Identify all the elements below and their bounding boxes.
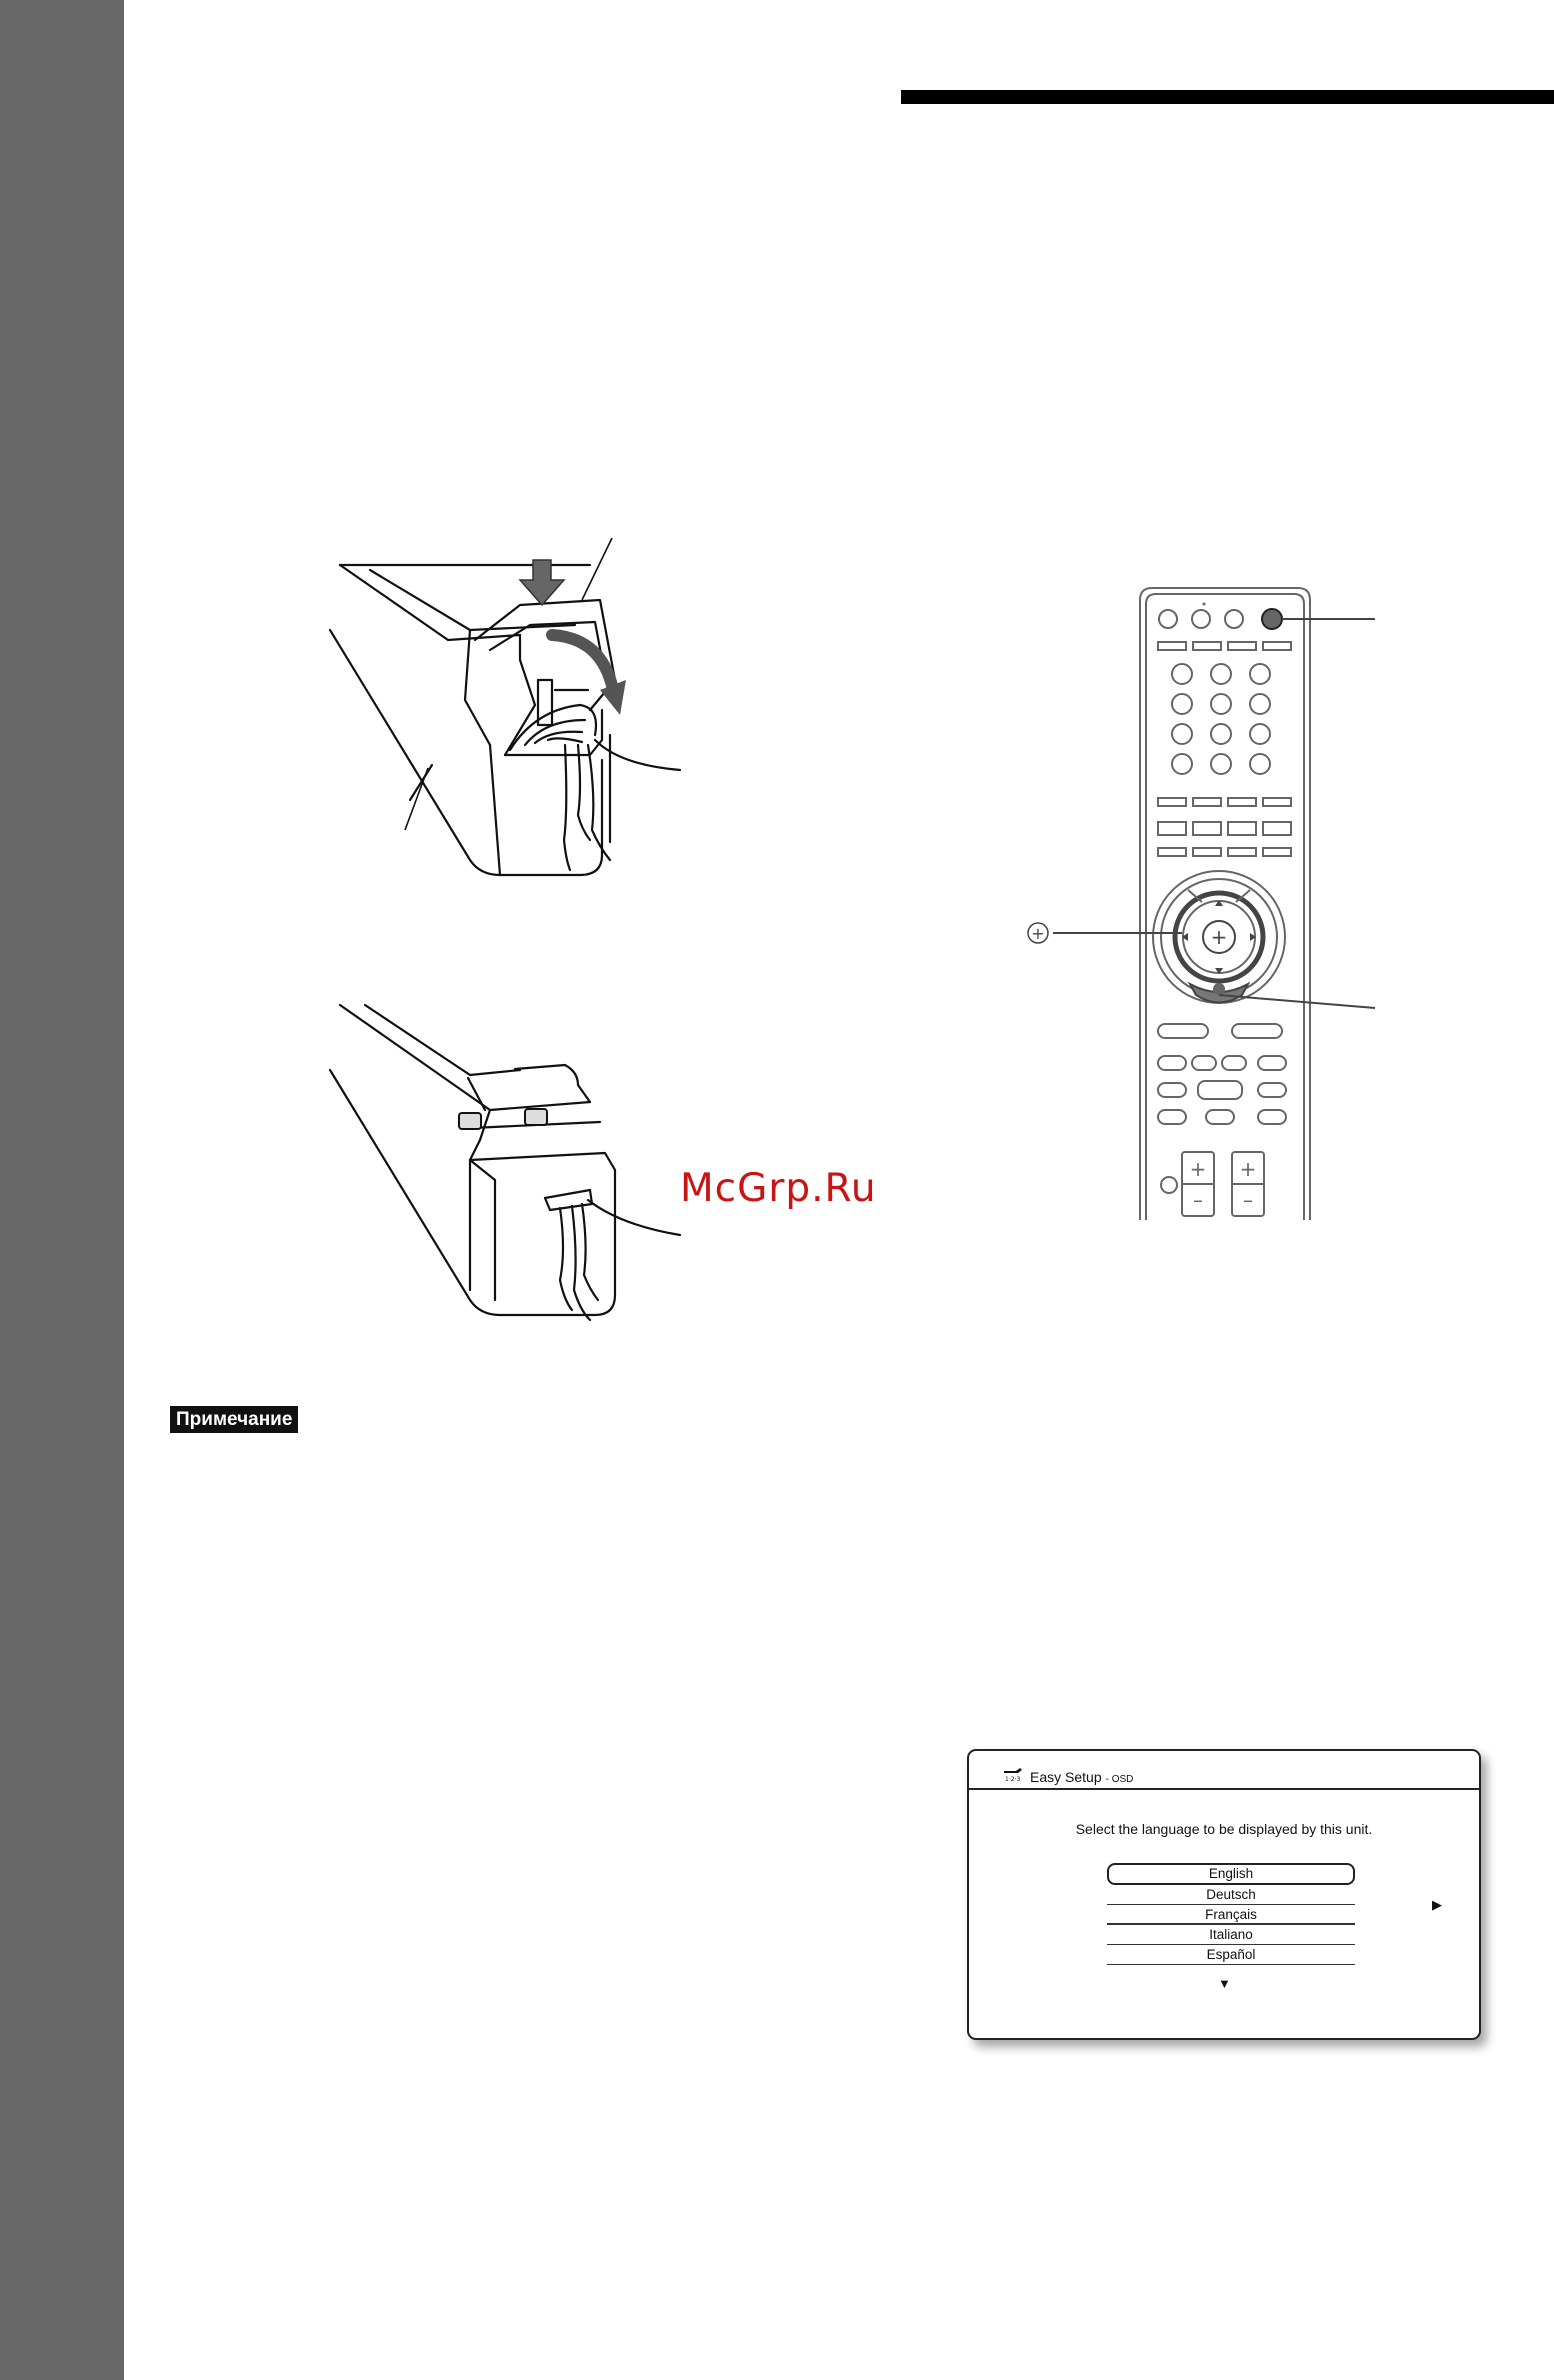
osd-easy-setup-screen [967, 1749, 1481, 2040]
remote-volume-plus: + [1189, 1157, 1207, 1181]
language-option-english[interactable]: English [1107, 1863, 1355, 1885]
osd-subtitle: - OSD [1105, 1774, 1134, 1785]
remote-control-illustration [1010, 580, 1410, 1220]
setup-tool-icon-caption: 1·2·3 [1005, 1776, 1021, 1782]
language-option-deutsch[interactable]: Deutsch [1107, 1885, 1355, 1905]
language-option-francais[interactable]: Français [1107, 1905, 1355, 1925]
remote-power-button [1262, 609, 1282, 629]
watermark: McGrp.Ru [680, 1166, 877, 1211]
osd-title: Easy Setup [1030, 1769, 1102, 1785]
speaker-cover-closed-illustration [320, 990, 700, 1360]
section-tab-bar [0, 0, 124, 2380]
language-option-espanol[interactable]: Español [1107, 1945, 1355, 1965]
remote-enter-plus: + [1210, 925, 1228, 949]
heading-rule [901, 90, 1554, 104]
remote-channel-minus: – [1243, 1188, 1253, 1212]
osd-prompt: Select the language to be displayed by this unit. [1075, 1821, 1373, 1837]
speaker-cover-open-illustration [320, 530, 700, 920]
scroll-down-arrow-icon[interactable]: ▼ [1218, 1976, 1231, 1991]
osd-title-row [1002, 1766, 1133, 1785]
osd-header-divider [969, 1788, 1479, 1790]
remote-volume-minus: – [1193, 1188, 1203, 1212]
remote-channel-plus: + [1239, 1157, 1257, 1181]
setup-tool-icon [1002, 1766, 1024, 1782]
next-arrow-icon[interactable]: ▶ [1432, 1897, 1442, 1912]
language-option-italiano[interactable]: Italiano [1107, 1925, 1355, 1945]
note-label: Примечание [170, 1406, 298, 1433]
callout-plus-symbol: + [1031, 924, 1045, 943]
language-list [1107, 1863, 1355, 1965]
